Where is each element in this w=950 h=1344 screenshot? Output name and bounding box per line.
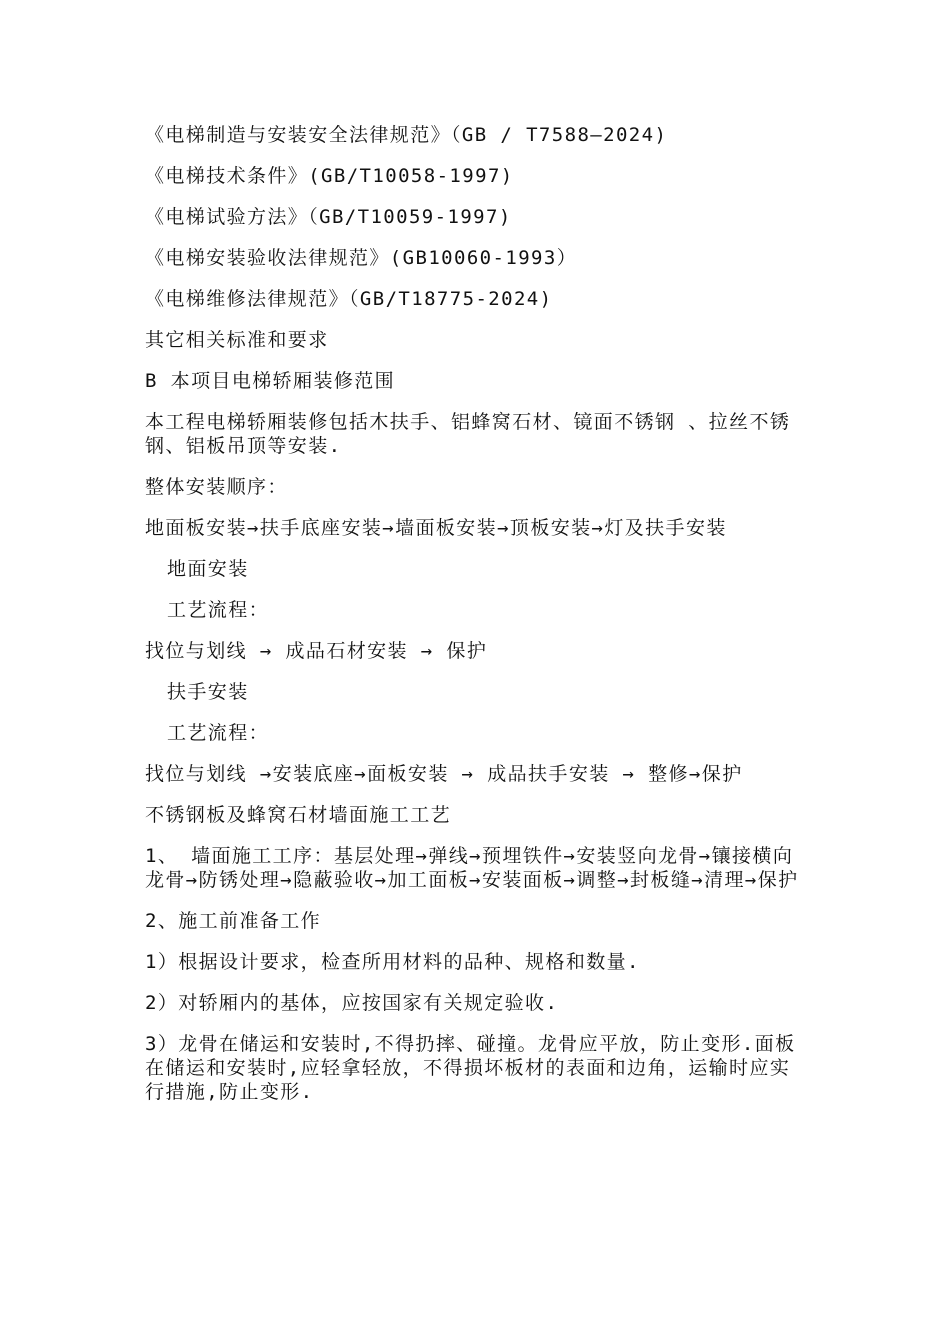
paragraph: 工艺流程： — [167, 722, 270, 744]
paragraph: 《电梯安装验收法律规范》(GB10060-1993） — [145, 247, 578, 269]
paragraph: 找位与划线 → 成品石材安装 → 保护 — [145, 640, 488, 662]
paragraph: 地面板安装→扶手底座安装→墙面板安装→顶板安装→灯及扶手安装 — [145, 517, 727, 539]
paragraph: 整体安装顺序： — [145, 476, 288, 498]
paragraph: 《电梯制造与安装安全法律规范》（GB / T7588—2024) — [145, 124, 668, 146]
paragraph: 《电梯技术条件》(GB/T10058-1997) — [145, 165, 514, 187]
document-body — [145, 123, 810, 1121]
paragraph: 找位与划线 →安装底座→面板安装 → 成品扶手安装 → 整修→保护 — [145, 763, 743, 785]
paragraph: 1、 墙面施工工序：基层处理→弹线→预埋铁件→安装竖向龙骨→镶接横向龙骨→防锈处理→隐蔽验收→加工面板→安装面板→调整→封板缝→清理→保护 — [145, 845, 799, 891]
paragraph: 《电梯维修法律规范》（GB/T18775-2024) — [145, 288, 553, 310]
paragraph: 工艺流程： — [167, 599, 270, 621]
paragraph: 本工程电梯轿厢装修包括木扶手、铝蜂窝石材、镜面不锈钢 、拉丝不锈钢、铝板吊顶等安装. — [145, 411, 791, 457]
paragraph: B 本项目电梯轿厢装修范围 — [145, 370, 396, 392]
paragraph: 地面安装 — [167, 558, 249, 580]
paragraph: 2）对轿厢内的基体，应按国家有关规定验收. — [145, 992, 559, 1014]
paragraph: 其它相关标准和要求 — [145, 329, 329, 351]
paragraph: 《电梯试验方法》（GB/T10059-1997) — [145, 206, 512, 228]
paragraph: 扶手安装 — [167, 681, 249, 703]
paragraph: 3）龙骨在储运和安装时,不得扔摔、碰撞。龙骨应平放，防止变形.面板在储运和安装时,应轻拿轻放，不得损坏板材的表面和边角，运输时应实行措施,防止变形. — [145, 1033, 796, 1103]
paragraph: 不锈钢板及蜂窝石材墙面施工工艺 — [145, 804, 452, 826]
paragraph: 2、施工前准备工作 — [145, 910, 322, 932]
paragraph: 1）根据设计要求，检查所用材料的品种、规格和数量. — [145, 951, 640, 973]
